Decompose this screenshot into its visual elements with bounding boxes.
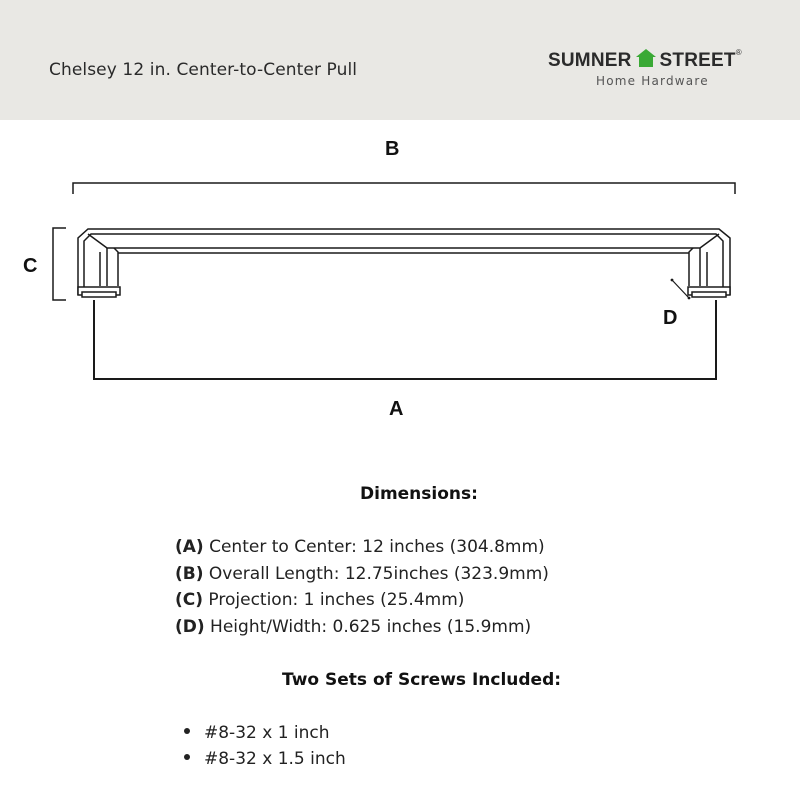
brand-name-left: SUMNER bbox=[548, 50, 632, 71]
spec-line-d: (D) Height/Width: 0.625 inches (15.9mm) bbox=[175, 617, 532, 637]
dimension-b-bracket bbox=[73, 183, 735, 194]
brand-name-right: STREET bbox=[659, 50, 736, 71]
list-item: #8-32 x 1 inch bbox=[184, 723, 330, 743]
label-b: B bbox=[385, 138, 400, 160]
brand-tagline: Home Hardware bbox=[596, 74, 709, 88]
pull-diagram bbox=[0, 120, 800, 440]
screws-heading: Two Sets of Screws Included: bbox=[282, 670, 562, 690]
left-foot bbox=[78, 287, 120, 297]
label-d: D bbox=[663, 307, 678, 329]
label-a: A bbox=[389, 398, 404, 420]
label-c: C bbox=[23, 255, 38, 277]
product-title: Chelsey 12 in. Center-to-Center Pull bbox=[49, 60, 358, 80]
pull-drawing bbox=[0, 120, 800, 440]
dimensions-heading: Dimensions: bbox=[360, 484, 478, 504]
registered-mark: ® bbox=[735, 48, 742, 57]
right-foot bbox=[688, 287, 730, 297]
spec-line-c: (C) Projection: 1 inches (25.4mm) bbox=[175, 590, 465, 610]
bullet-icon bbox=[184, 728, 190, 734]
dimension-d-indicator bbox=[672, 280, 689, 298]
dimension-a-bracket bbox=[94, 300, 716, 379]
house-icon bbox=[636, 48, 656, 74]
brand-logo bbox=[548, 48, 763, 96]
bullet-icon bbox=[184, 754, 190, 760]
spec-line-a: (A) Center to Center: 12 inches (304.8mm) bbox=[175, 537, 545, 557]
list-item: #8-32 x 1.5 inch bbox=[184, 749, 346, 769]
spec-line-b: (B) Overall Length: 12.75inches (323.9mm) bbox=[175, 564, 549, 584]
header-banner bbox=[0, 0, 800, 120]
dimension-c-bracket bbox=[53, 228, 66, 300]
pull-handle-outline bbox=[78, 229, 730, 295]
